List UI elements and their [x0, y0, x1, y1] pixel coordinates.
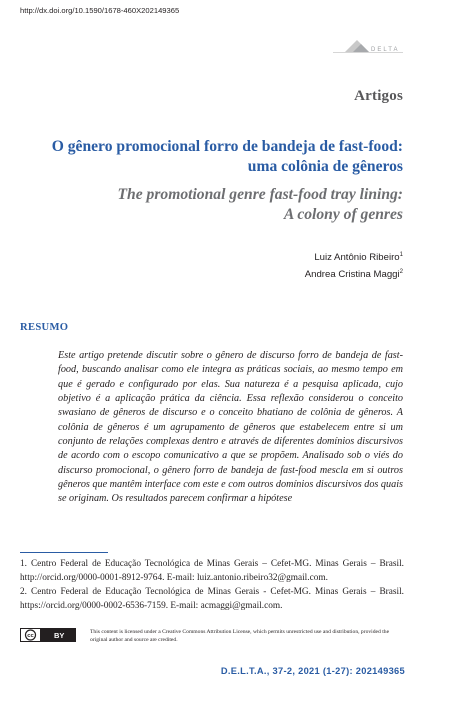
license-text: This content is licensed under a Creative Commons Attribution License, which permits unrestricted use and distribution, provided the original author and source are credited.: [90, 629, 390, 643]
author-footnote-mark: 1: [399, 251, 403, 258]
abstract-heading: RESUMO: [20, 322, 69, 333]
journal-logo-text: DELTA: [371, 47, 400, 53]
footnote-1: 1. Centro Federal de Educação Tecnológica de Minas Gerais – Cefet-MG. Minas Gerais – Brasil. http://orcid.org/0000-0001-8912-9764. E-mail: luiz.antonio.ribeiro32@gmail.com.: [20, 559, 404, 583]
footnote-divider: [20, 552, 108, 553]
title-portuguese: [3, 137, 403, 177]
footer-citation: D.E.L.T.A., 37-2, 2021 (1-27): 202149365: [220, 666, 405, 676]
title-en-line-1: The promotional genre fast-food tray lining:: [117, 186, 403, 203]
cc-icon: cc: [27, 633, 34, 640]
section-label: Artigos: [354, 88, 403, 104]
abstract-body: Este artigo pretende discutir sobre o gênero de discurso forro de bandeja de fast-food, buscando analisar como ele integra as práticas sociais, ao mesmo tempo em que é gerado e configurado por elas. Sua natureza é a pesquisa aplicada, cujo objetivo é a aplicação prática da ciência. Essa reflexão considerou o conceito swasiano de gêneros de discurso e o conceito bhatiano de colônia de gêneros. A colônia de gêneros é um agrupamento de gêneros que estabelecem entre si um conjunto de relações complexas dentro e através de diferentes domínios discursivos de acordo com o escopo comunicativo a que se propõem. Analisado sob o viés do discurso promocional, o gênero forro de bandeja de fast-food mescla em si outros gêneros que mantêm interface com este e com outros domínios discursivos dos quais se originam. Os resultados parecem confirmar a hipótese: [58, 350, 403, 505]
author-2: [305, 269, 403, 280]
by-label: BY: [54, 631, 65, 640]
title-pt-line-1: O gênero promocional forro de bandeja de fast-food:: [51, 138, 403, 155]
footnote-2: 2. Centro Federal de Educação Tecnológica de Minas Gerais - Cefet-MG. Minas Gerais – Brasil. https://orcid.org/0000-0002-6536-7159. E-mail: acmaggi@gmail.com.: [20, 587, 404, 611]
author-name: Luiz Antônio Ribeiro: [314, 252, 400, 263]
title-pt-line-2: uma colônia de gêneros: [247, 158, 403, 175]
doi-link[interactable]: http://dx.doi.org/10.1590/1678-460X202149365: [20, 6, 180, 15]
cc-by-badge[interactable]: [20, 628, 76, 642]
author-1: [314, 252, 403, 263]
journal-logo: [333, 36, 403, 54]
author-footnote-mark: 2: [399, 268, 403, 275]
title-en-line-2: A colony of genres: [283, 206, 403, 223]
author-name: Andrea Cristina Maggi: [304, 269, 400, 280]
title-english: [3, 185, 403, 225]
